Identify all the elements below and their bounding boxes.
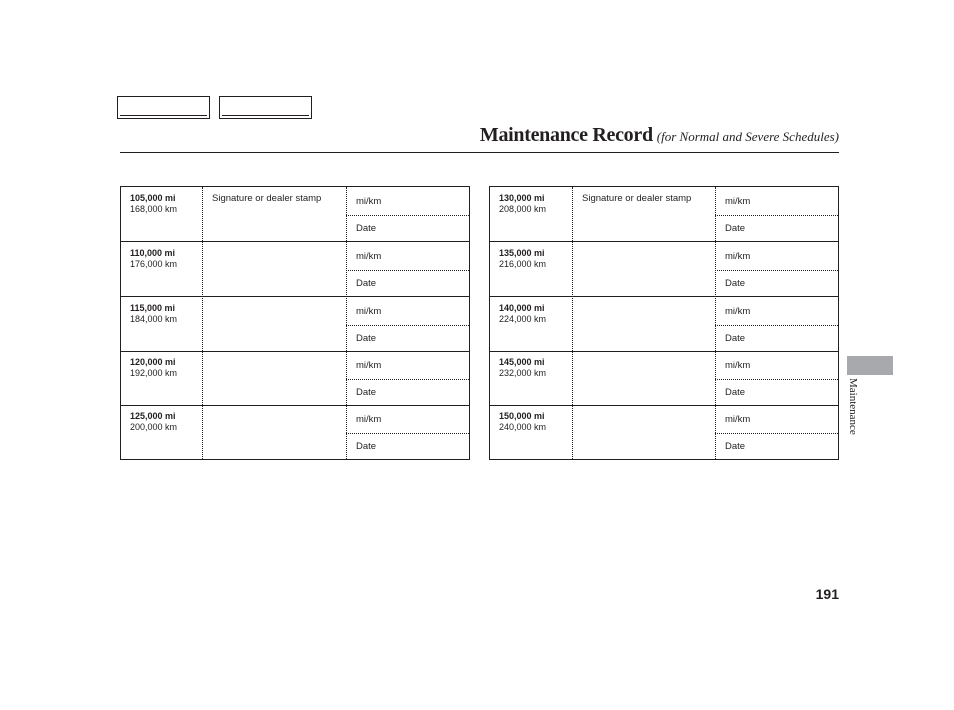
date-field[interactable]: Date (725, 278, 746, 289)
cell-divider (715, 433, 838, 434)
table-row (121, 351, 469, 406)
table-row (490, 242, 838, 297)
date-field[interactable]: Date (725, 387, 746, 398)
table-row (490, 405, 838, 460)
mileage-cell: 140,000 mi 224,000 km (499, 303, 547, 324)
date-field[interactable]: Date (356, 387, 377, 398)
header-rule (120, 152, 839, 153)
nav-tab-box-2[interactable] (219, 96, 312, 119)
date-field[interactable]: Date (356, 278, 377, 289)
mikm-field[interactable]: mi/km (356, 251, 382, 262)
mikm-field[interactable]: mi/km (356, 360, 382, 371)
mileage-cell: 105,000 mi 168,000 km (130, 193, 178, 214)
page-number: 191 (815, 586, 839, 602)
page-header (480, 124, 839, 147)
date-field[interactable]: Date (725, 333, 746, 344)
signature-label: Signature or dealer stamp (582, 193, 692, 204)
page-title: Maintenance Record (479, 124, 653, 146)
mileage-cell: 150,000 mi 240,000 km (499, 411, 547, 432)
table-row (490, 351, 838, 406)
mikm-field[interactable]: mi/km (356, 196, 382, 207)
mikm-field[interactable]: mi/km (725, 360, 751, 371)
cell-divider (715, 379, 838, 380)
cell-divider (346, 433, 469, 434)
mileage-cell: 110,000 mi 176,000 km (130, 248, 178, 269)
record-table-right (489, 186, 839, 460)
page-subtitle: (for Normal and Severe Schedules) (656, 129, 839, 144)
cell-divider (346, 379, 469, 380)
mikm-field[interactable]: mi/km (356, 306, 382, 317)
mileage-cell: 145,000 mi 232,000 km (499, 357, 547, 378)
mileage-cell: 120,000 mi 192,000 km (130, 357, 178, 378)
date-field[interactable]: Date (356, 223, 377, 234)
mikm-field[interactable]: mi/km (725, 251, 751, 262)
nav-tab-box-1[interactable] (117, 96, 210, 119)
table-row (121, 242, 469, 297)
cell-divider (715, 215, 838, 216)
signature-label: Signature or dealer stamp (212, 193, 322, 204)
cell-divider (346, 270, 469, 271)
mikm-field[interactable]: mi/km (725, 414, 751, 425)
section-tab-label: Maintenance (847, 378, 859, 435)
table-row (121, 405, 469, 460)
cell-divider (346, 215, 469, 216)
date-field[interactable]: Date (356, 333, 377, 344)
cell-divider (346, 325, 469, 326)
mileage-cell: 135,000 mi 216,000 km (499, 248, 547, 269)
mikm-field[interactable]: mi/km (725, 196, 751, 207)
table-row (121, 187, 469, 242)
mikm-field[interactable]: mi/km (356, 414, 382, 425)
cell-divider (715, 325, 838, 326)
date-field[interactable]: Date (356, 441, 377, 452)
mileage-cell: 115,000 mi 184,000 km (130, 303, 178, 324)
date-field[interactable]: Date (725, 441, 746, 452)
date-field[interactable]: Date (725, 223, 746, 234)
table-row (490, 297, 838, 352)
mikm-field[interactable]: mi/km (725, 306, 751, 317)
mileage-cell: 130,000 mi 208,000 km (499, 193, 547, 214)
table-row (490, 187, 838, 242)
table-row (121, 297, 469, 352)
section-tab[interactable] (847, 356, 893, 375)
cell-divider (715, 270, 838, 271)
record-table-left (120, 186, 470, 460)
mileage-cell: 125,000 mi 200,000 km (130, 411, 178, 432)
